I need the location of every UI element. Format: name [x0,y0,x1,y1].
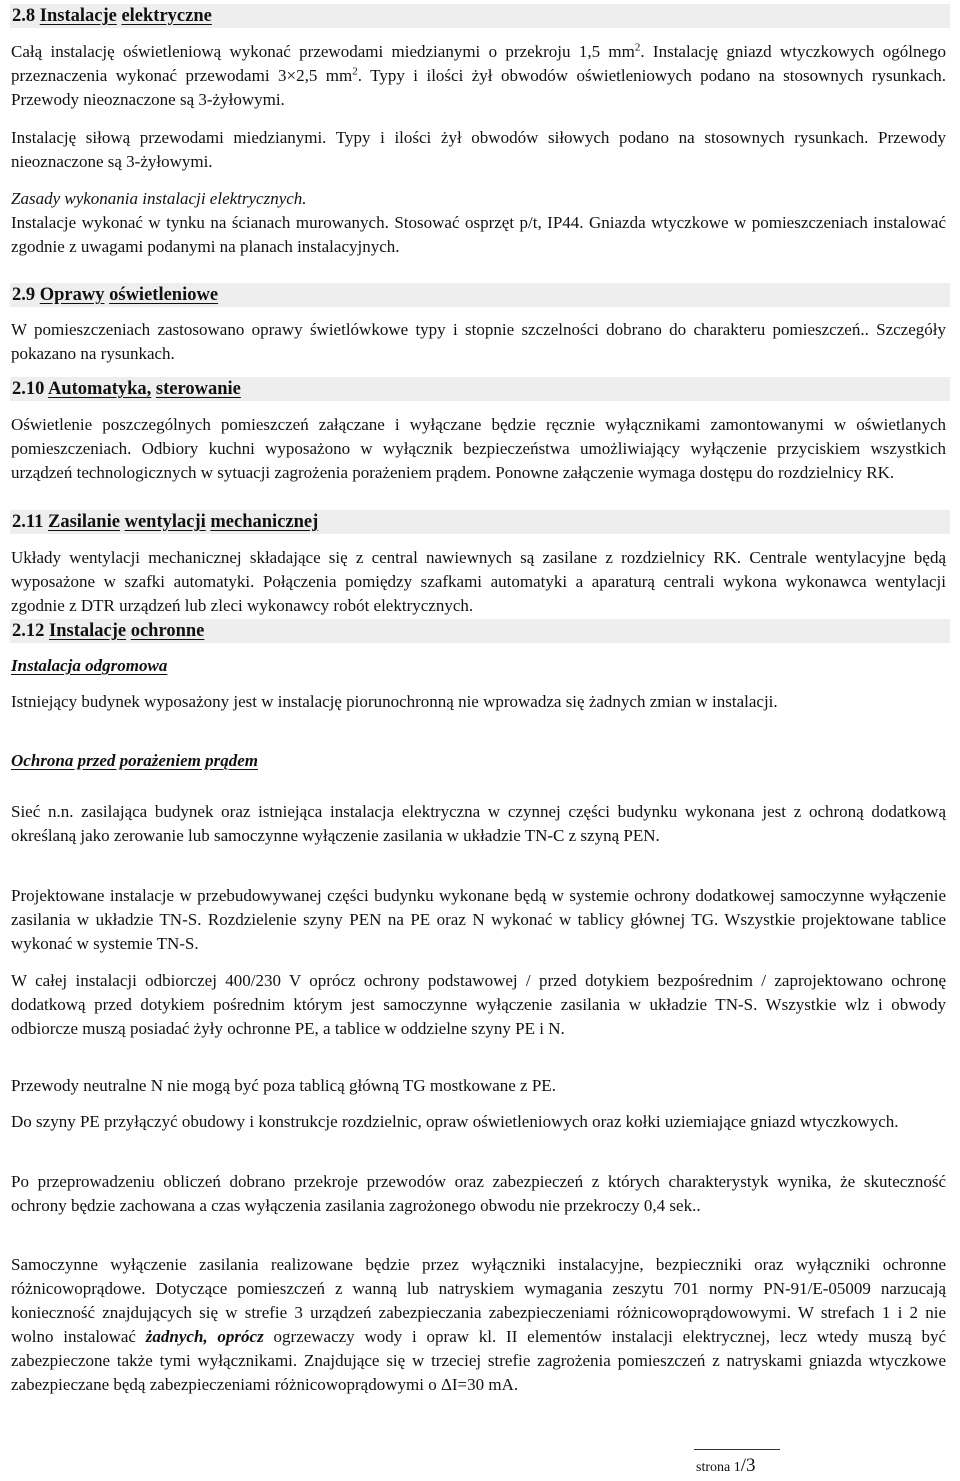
text-run: . Typy i ilości żył obwodów oświetleniowych podano na stosownych rysunkach. Przewody nieoznaczone są 3-żyłowymi. [11,66,947,109]
section-heading-2-12 [10,619,950,643]
section-number: 2.8 [12,6,36,26]
bold-italic-run: żadnych, oprócz [145,1327,264,1346]
page-footer [696,1455,756,1477]
section-title-word: sterowanie [155,379,241,399]
paragraph: Instalację siłową przewodami miedzianymi. Typy i ilości żył obwodów siłowych podano na stosownych rysunkach. Przewody nieoznaczone są 3-żyłowymi. [11,128,946,171]
paragraph: Oświetlenie poszczególnych pomieszczeń załączane i wyłączane będzie ręcznie wyłącznikami zamontowanymi w oświetlanych pomieszczeniach. Odbiory kuchni wyposażono w wyłącznik bezpieczeństwa umożliwiający wyłączenie przyciskiem wszystkich urządzeń technologicznych w sytuacji zagrożenia porażeniem prądem. Ponowne załączenie wymaga dostępu do rozdzielnicy RK. [11,415,946,482]
paragraph: W pomieszczeniach zastosowano oprawy świetlówkowe typy i stopnie szczelności dobrano do charakteru pomieszczeń.. Szczegóły pokazano na rysunkach. [11,320,946,363]
paragraph: Sieć n.n. zasilająca budynek oraz istniejąca instalacja elektryczna w czynnej części budynku wykonana jest z ochroną dodatkową określaną jako zerowanie lub samoczynne wyłączenie zasilania w układzie TN-C z szyną PEN. [11,802,946,845]
paragraph: Projektowane instalacje w przebudowywanej części budynku wykonane będą w systemie ochrony dodatkowej samoczynne wyłączenie zasilania w układzie TN-S. Rozdzielenie szyny PEN na PE oraz N wykonać w tablicy głównej TG. Wszystkie projektowane tablice wykonać w systemie TN-S. [11,886,946,953]
text-run: . Instalację gniazd wtyczkowych ogólnego przeznaczenia wykonać przewodami 3×2,5 mm [11,42,946,85]
text-run: Całą instalację oświetleniową wykonać przewodami miedzianymi o przekroju 1,5 mm [11,42,635,61]
superscript: 2 [634,41,641,54]
paragraph [11,1253,946,1397]
section-heading-2-9 [10,283,950,307]
section-title-word: oświetleniowe [109,285,219,305]
superscript: 2 [352,65,358,78]
text-run: ogrzewaczy wody i opraw kl. II elementów instalacji elektrycznej, lecz wtedy muszą być zabezpieczone także tymi wyłącznikami. Znajdujące się w trzeciej strefie zagrożenia pomieszczeń z natryskami gniazda wtyczkowe zabezpieczane będą zabezpieczeniami różnicowoprądowymi o ΔI=30 mA. [11,1327,947,1394]
paragraph: Przewody neutralne N nie mogą być poza tablicą główną TG mostkowane z PE. [11,1076,556,1095]
section-title-word: elektryczne [121,6,212,26]
footer-slash: / [740,1455,746,1476]
section-title-word: Instalacje [49,621,127,641]
section-title-word: Oprawy [39,285,105,305]
paragraph [11,40,946,112]
section-number: 2.12 [12,621,45,641]
paragraph: Instalacje wykonać w tynku na ścianach murowanych. Stosować osprzęt p/t, IP44. Gniazda wtyczkowe w pomieszczeniach instalować zgodnie z uwagami podanymi na planach instalacyjnych. [11,213,946,256]
section-number: 2.10 [12,379,45,399]
paragraph: Istniejący budynek wyposażony jest w instalację piorunochronną nie wprowadza się żadnych zmian w instalacji. [11,692,778,711]
section-title-word: wentylacji [124,512,206,532]
paragraph: Układy wentylacji mechanicznej składające się z central nawiewnych są zasilane z rozdzielnicy RK. Centrale wentylacyjne będą wyposażone w szafki automatyki. Połączenia pomiędzy szafkami automatyki a aparaturą centrali wykona wykonawca wentylacji zgodnie z DTR urządzeń lub zleci wykonawcy robót elektrycznych. [11,548,946,615]
section-heading-2-11 [10,510,950,534]
section-number: 2.9 [12,285,36,305]
subheading-lightning: Instalacja odgromowa [11,656,168,675]
italic-heading: Zasady wykonania instalacji elektrycznych. [11,189,307,208]
subheading-shock-protection: Ochrona przed porażeniem prądem [11,751,258,770]
text-run: Samoczynne wyłączenie zasilania realizowane będzie przez wyłączniki instalacyjne, bezpieczniki oraz wyłączniki ochronne różnicowoprądowe. Dotyczące pomieszczeń z wanną lub natryskiem wymagania zeszytu 701 normy PN-91/E-05009 narzucają konieczność znajdujących się w strefie 3 urządzeń zabezpieczania zabezpieczeniami różnicowoprądowowymi. W strefach 1 i 2 nie wolno instalować [11,1255,946,1346]
paragraph: Do szyny PE przyłączyć obudowy i konstrukcje rozdzielnic, opraw oświetleniowych oraz kołki uziemiające gniazd wtyczkowych. [11,1112,899,1131]
footer-total: 3 [746,1455,756,1476]
section-title-word: Zasilanie [47,512,120,532]
paragraph: W całej instalacji odbiorczej 400/230 V oprócz ochrony podstawowej / przed dotykiem bezpośrednim / zaprojektowano ochronę dodatkową przed dotykiem pośrednim którym jest samoczynne wyłączenie zasilania w układzie TN-S. Wszystkie wlz i obwody odbiorcze muszą posiadać żyły ochronne PE, a tablice w oddzielne szyny PE i N. [11,971,946,1038]
section-heading-2-10 [10,377,950,401]
footer-label: strona [696,1460,731,1475]
footer-rule [694,1449,780,1450]
section-heading-2-8 [10,4,950,28]
footer-page: 1 [733,1460,741,1475]
section-title-word: Automatyka [47,379,147,399]
section-title-word: mechanicznej [210,512,319,532]
section-title-sep: , [146,379,152,399]
section-number: 2.11 [12,512,44,532]
paragraph: Po przeprowadzeniu obliczeń dobrano przekroje przewodów oraz zabezpieczeń z których charakterystyk wynika, że skuteczność ochrony będzie zachowana a czas wyłączenia zasilania zagrożonego obwodu nie przekroczy 0,4 sek.. [11,1172,946,1215]
section-title-word: Instalacje [39,6,117,26]
section-title-word: ochronne [130,621,205,641]
